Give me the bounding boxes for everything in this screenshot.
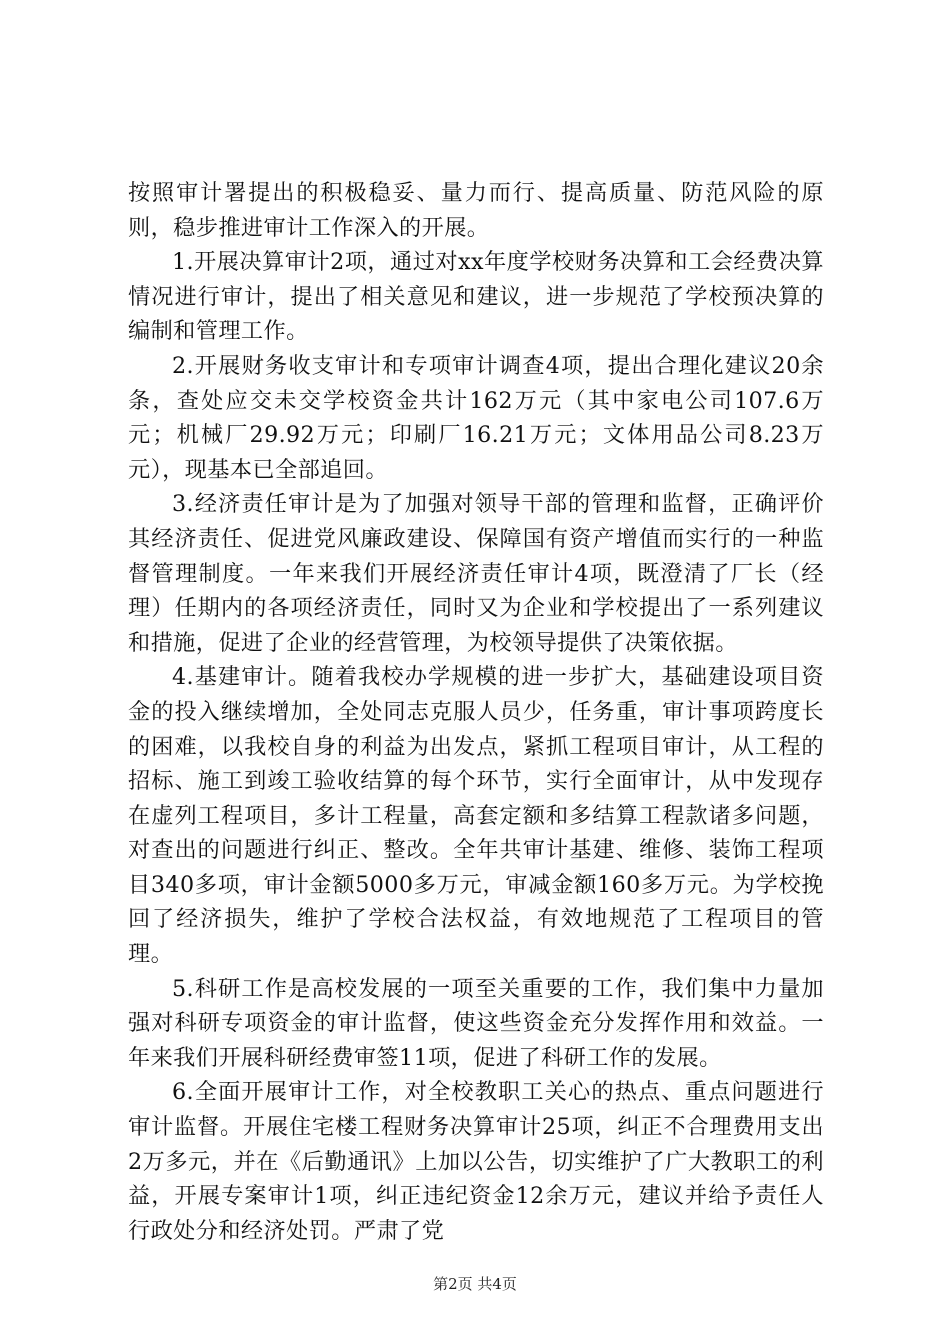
paragraph-continuation: 按照审计署提出的积极稳妥、量力而行、提高质量、防范风险的原则，稳步推进审计工作深入的开展。 [128,180,824,241]
paragraph-item-6: 6.全面开展审计工作，对全校教职工关心的热点、重点问题进行审计监督。开展住宅楼工程财务决算审计25项，纠正不合理费用支出2万多元，并在《后勤通讯》上加以公告，切实维护了广大教职工的利益，开展专案审计1项，纠正违纪资金12余万元，建议并给予责任人行政处分和经济处罚。严肃了党 [128,1079,824,1244]
body-text [128,176,824,1248]
page-number: 第2页 共4页 [433,1275,517,1293]
paragraph-item-2: 2.开展财务收支审计和专项审计调查4项，提出合理化建议20余条，查处应交未交学校资金共计162万元（其中家电公司107.6万元；机械厂29.92万元；印刷厂16.21万元；文体用品公司8.23万元），现基本已全部追回。 [128,352,824,483]
paragraph-item-4: 4.基建审计。随着我校办学规模的进一步扩大，基础建设项目资金的投入继续增加，全处同志克服人员少，任务重，审计事项跨度长的困难，以我校自身的利益为出发点，紧抓工程项目审计，从工程的招标、施工到竣工验收结算的每个环节，实行全面审计，从中发现存在虚列工程项目，多计工程量，高套定额和多结算工程款诸多问题，对查出的问题进行纠正、整改。全年共审计基建、维修、装饰工程项目340多项，审计金额5000多万元，审减金额160多万元。为学校挽回了经济损失，维护了学校合法权益，有效地规范了工程项目的管理。 [128,664,824,968]
page-footer [0,1274,950,1294]
paragraph-item-1: 1.开展决算审计2项，通过对xx年度学校财务决算和工会经费决算情况进行审计，提出了相关意见和建议，进一步规范了学校预决算的编制和管理工作。 [128,249,824,345]
paragraph-item-3: 3.经济责任审计是为了加强对领导干部的管理和监督，正确评价其经济责任、促进党风廉政建设、保障国有资产增值而实行的一种监督管理制度。一年来我们开展经济责任审计4项，既澄清了厂长（经理）任期内的各项经济责任，同时又为企业和学校提出了一系列建议和措施，促进了企业的经营管理，为校领导提供了决策依据。 [128,491,824,656]
paragraph-item-5: 5.科研工作是高校发展的一项至关重要的工作，我们集中力量加强对科研专项资金的审计监督，使这些资金充分发挥作用和效益。一年来我们开展科研经费审签11项，促进了科研工作的发展。 [128,975,824,1071]
